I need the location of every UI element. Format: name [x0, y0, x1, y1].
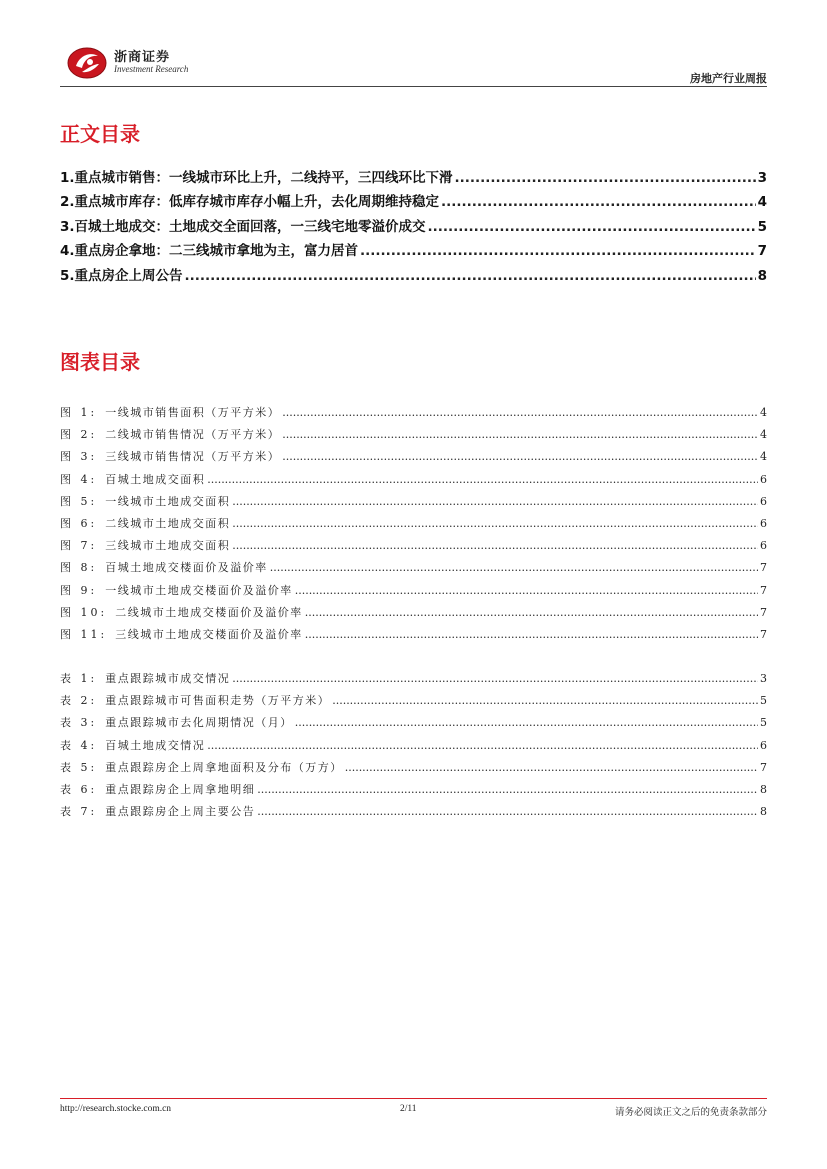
contents-item-number: 3.	[60, 218, 75, 235]
chart-list-item[interactable]	[60, 493, 767, 515]
table-list-item-title: 重点跟踪城市成交情况	[105, 672, 231, 685]
chart-list-item-title: 二线城市土地成交楼面价及溢价率	[115, 605, 303, 619]
chart-list-item-label: 图 6:	[60, 516, 98, 530]
dot-leader	[360, 243, 756, 259]
contents-item-page: 3	[757, 170, 767, 186]
chart-list-item-page: 7	[760, 605, 767, 619]
chart-list-item[interactable]	[60, 515, 767, 537]
chart-list-item-title: 一线城市土地成交面积	[105, 494, 231, 508]
chart-list-item[interactable]	[60, 537, 767, 559]
table-list-item[interactable]	[60, 714, 767, 736]
chart-list-item-page: 4	[760, 450, 767, 464]
table-list-item[interactable]	[60, 803, 767, 825]
dot-leader	[270, 561, 758, 574]
page-header	[60, 36, 767, 88]
brand-logo-icon	[66, 42, 108, 80]
brand-name-cn: 浙商证券	[114, 50, 171, 65]
table-list-item-label: 表 6:	[60, 782, 98, 796]
chart-list	[60, 404, 767, 648]
dot-leader	[232, 495, 758, 508]
chart-list-item-page: 6	[760, 494, 767, 508]
table-list-item-page: 8	[760, 782, 767, 796]
dot-leader	[305, 606, 758, 619]
table-list-item-label: 表 4:	[60, 738, 98, 752]
chart-list-item-title: 三线城市土地成交面积	[105, 539, 231, 553]
table-list-item-title: 重点跟踪城市可售面积走势（万平方米）	[105, 694, 331, 708]
table-list-item-title: 重点跟踪房企上周拿地面积及分布（万方）	[105, 760, 343, 774]
table-list-item-page: 8	[760, 805, 767, 819]
contents-item-page: 5	[757, 218, 767, 235]
contents-item-title: 重点房企拿地：二三线城市拿地为主，富力居首	[74, 243, 359, 260]
contents-item[interactable]	[60, 264, 767, 288]
chart-list-item[interactable]	[60, 426, 767, 448]
chart-list-item-title: 百城土地成交面积	[105, 472, 206, 486]
chart-list-item-page: 6	[760, 472, 767, 486]
contents-item-page: 8	[757, 267, 767, 284]
chart-list-item[interactable]	[60, 559, 767, 581]
chart-list-item-label: 图 1:	[60, 406, 98, 419]
contents-item-number: 2.	[60, 194, 75, 211]
table-list-item-page: 7	[760, 760, 767, 774]
dot-leader	[257, 805, 758, 818]
contents-item[interactable]	[60, 239, 767, 263]
chart-list-item[interactable]	[60, 582, 767, 604]
chart-list-item-page: 4	[760, 428, 767, 442]
dot-leader	[282, 428, 758, 441]
dot-leader	[185, 268, 756, 284]
table-list-item-page: 5	[760, 694, 767, 708]
footer-url[interactable]: http://research.stocke.com.cn	[60, 1104, 172, 1114]
table-list	[60, 670, 767, 825]
chart-list-item-label: 图 3:	[60, 450, 98, 464]
table-list-item[interactable]	[60, 670, 767, 692]
table-list-item-label: 表 3:	[60, 716, 98, 730]
dot-leader	[332, 694, 758, 707]
table-list-item-page: 3	[760, 672, 767, 685]
header-divider	[60, 86, 767, 87]
chart-list-item-label: 图 8:	[60, 561, 98, 575]
brand-name-en: Investment Research	[114, 64, 189, 74]
table-list-item-label: 表 7:	[60, 805, 98, 819]
contents-item[interactable]	[60, 190, 767, 214]
chart-list-item-title: 二线城市土地成交面积	[105, 516, 231, 530]
contents-item-page: 7	[757, 243, 767, 260]
dot-leader	[441, 194, 756, 210]
table-list-item[interactable]	[60, 781, 767, 803]
table-list-item-label: 表 2:	[60, 694, 98, 708]
chart-list-item-label: 图 7:	[60, 539, 98, 553]
table-list-item-label: 表 1:	[60, 672, 98, 685]
table-list-item[interactable]	[60, 737, 767, 759]
contents-item-title: 重点城市库存：低库存城市库存小幅上升，去化周期维持稳定	[74, 194, 440, 211]
dot-leader	[232, 672, 758, 685]
dot-leader	[282, 450, 758, 463]
chart-list-item-page: 6	[760, 539, 767, 553]
dot-leader	[232, 539, 758, 552]
dot-leader	[428, 219, 756, 235]
contents-list	[60, 166, 767, 288]
contents-title: 正文目录	[60, 122, 140, 146]
dot-leader	[455, 170, 756, 186]
contents-item-number: 5.	[60, 267, 75, 284]
contents-item[interactable]	[60, 215, 767, 239]
table-list-item-title: 重点跟踪房企上周拿地明细	[105, 782, 256, 796]
table-list-item-label: 表 5:	[60, 760, 98, 774]
footer-disclaimer: 请务必阅读正文之后的免责条款部分	[614, 1108, 767, 1118]
chart-list-item-label: 图 4:	[60, 472, 98, 486]
chart-list-item-label: 图 9:	[60, 583, 98, 597]
contents-item-number: 4.	[60, 243, 75, 260]
contents-item-title: 重点城市销售：一线城市环比上升，二线持平，三四线环比下滑	[74, 170, 453, 186]
dot-leader	[305, 628, 758, 641]
chart-list-item-label: 图 5:	[60, 494, 98, 508]
footer-page-number: 2/11	[400, 1104, 417, 1114]
contents-item[interactable]	[60, 166, 767, 190]
chart-list-item-label: 图 2:	[60, 428, 98, 442]
chart-list-item-title: 一线城市销售面积（万平方米）	[105, 406, 281, 419]
chart-list-item-title: 一线城市土地成交楼面价及溢价率	[105, 583, 293, 597]
chart-list-item-title: 二线城市销售情况（万平方米）	[105, 428, 281, 442]
table-list-item-page: 6	[760, 738, 767, 752]
dot-leader	[345, 761, 758, 774]
chart-list-item[interactable]	[60, 626, 767, 648]
table-list-item[interactable]	[60, 759, 767, 781]
chart-list-item-title: 三线城市销售情况（万平方米）	[105, 450, 281, 464]
report-type: 房地产行业周报	[690, 72, 767, 85]
dot-leader	[295, 716, 758, 729]
chart-list-item-title: 三线城市土地成交楼面价及溢价率	[115, 627, 303, 641]
contents-item-title: 重点房企上周公告	[74, 267, 183, 284]
dot-leader	[232, 517, 758, 530]
dot-leader	[257, 783, 758, 796]
footer-divider	[60, 1098, 767, 1099]
contents-item-number: 1.	[60, 170, 75, 186]
chart-list-item-page: 7	[760, 561, 767, 575]
chart-list-item[interactable]	[60, 471, 767, 493]
chart-list-item[interactable]	[60, 448, 767, 470]
chart-list-item-page: 7	[760, 583, 767, 597]
table-list-item-page: 5	[760, 716, 767, 730]
figures-title: 图表目录	[60, 350, 140, 374]
contents-item-title: 百城土地成交：土地成交全面回落，一三线宅地零溢价成交	[74, 218, 426, 235]
dot-leader	[207, 473, 758, 486]
dot-leader	[282, 406, 758, 419]
chart-list-item-label: 图 11:	[60, 627, 108, 641]
table-list-item[interactable]	[60, 692, 767, 714]
chart-list-item-page: 6	[760, 516, 767, 530]
chart-list-item-page: 4	[760, 406, 767, 419]
table-list-item-title: 重点跟踪房企上周主要公告	[105, 805, 256, 819]
dot-leader	[207, 739, 758, 752]
contents-item-page: 4	[757, 194, 767, 211]
table-list-item-title: 重点跟踪城市去化周期情况（月）	[105, 716, 293, 730]
chart-list-item-label: 图 10:	[60, 605, 108, 619]
table-list-item-title: 百城土地成交情况	[105, 738, 206, 752]
chart-list-item-title: 百城土地成交楼面价及溢价率	[105, 561, 268, 575]
dot-leader	[295, 584, 758, 597]
chart-list-item-page: 7	[760, 627, 767, 641]
chart-list-item[interactable]	[60, 404, 767, 426]
chart-list-item[interactable]	[60, 604, 767, 626]
